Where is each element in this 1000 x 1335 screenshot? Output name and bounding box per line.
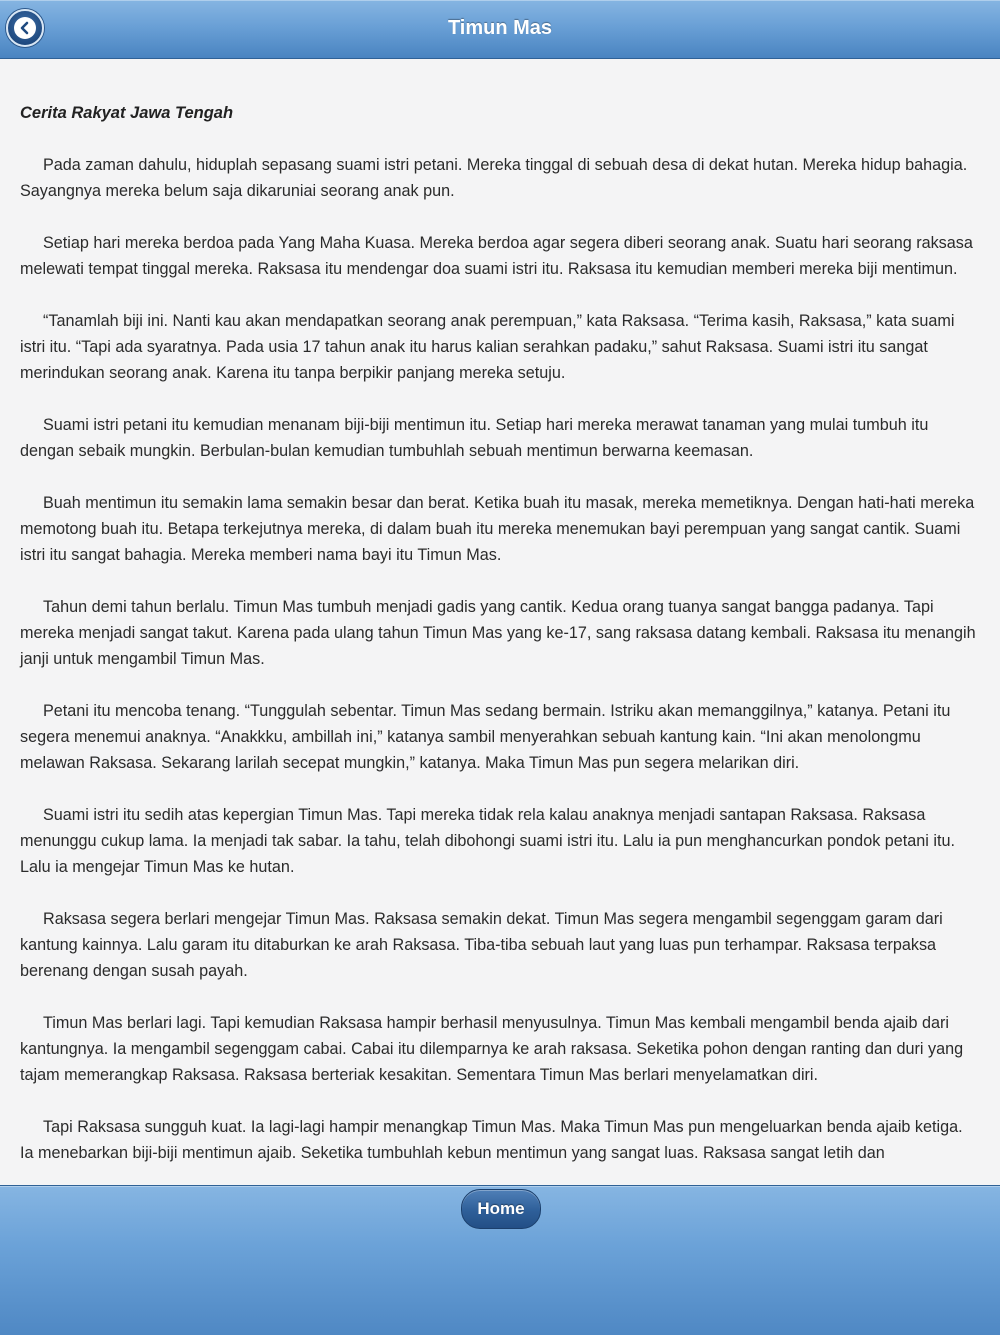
story-paragraph: Pada zaman dahulu, hiduplah sepasang suami istri petani. Mereka tinggal di sebuah desa di dekat hutan. Mereka hidup bahagia. Sayangnya mereka belum saja dikaruniai seorang anak pun. — [20, 156, 968, 200]
story-paragraph: Suami istri itu sedih atas kepergian Timun Mas. Tapi mereka tidak rela kalau anaknya menjadi santapan Raksasa. Raksasa menunggu cukup lama. Ia menjadi tak sabar. Ia tahu, telah dibohongi suami istri itu. Lalu ia pun menghancurkan pondok petani itu. Lalu ia mengejar Timun Mas ke hutan. — [20, 806, 955, 876]
story-paragraph: Petani itu mencoba tenang. “Tunggulah sebentar. Timun Mas sedang bermain. Istriku akan memanggilnya,” katanya. Petani itu segera menemui anaknya. “Anakkku, ambillah ini,” katanya sambil menyerahkan sebuah kantung kain. “Ini akan menolongmu melawan Raksasa. Sekarang larilah secepat mungkin,” katanya. Maka Timun Mas pun segera melarikan diri. — [20, 702, 951, 772]
story-paragraph: Tahun demi tahun berlalu. Timun Mas tumbuh menjadi gadis yang cantik. Kedua orang tuanya sangat bangga padanya. Tapi mereka menjadi sangat takut. Karena pada ulang tahun Timun Mas yang ke-17, sang raksasa datang kembali. Raksasa itu menangih janji untuk mengambil Timun Mas. — [20, 598, 976, 668]
header-bar — [0, 0, 1000, 59]
story-subtitle: Cerita Rakyat Jawa Tengah — [20, 104, 234, 122]
story-paragraph: Buah mentimun itu semakin lama semakin besar dan berat. Ketika buah itu masak, mereka memetiknya. Dengan hati-hati mereka memotong buah itu. Betapa terkejutnya mereka, di dalam buah itu mereka menemukan bayi perempuan yang sangat cantik. Suami istri itu sangat bahagia. Mereka memberi nama bayi itu Timun Mas. — [20, 494, 975, 564]
story-paragraph: “Tanamlah biji ini. Nanti kau akan mendapatkan seorang anak perempuan,” kata Raksasa. “Terima kasih, Raksasa,” kata suami istri itu. “Tapi ada syaratnya. Pada usia 17 tahun anak itu harus kalian serahkan padaku,” sahut Raksasa. Suami istri itu sangat merindukan seorang anak. Karena itu tanpa berpikir panjang mereka setuju. — [20, 312, 955, 382]
footer-bar — [0, 1185, 1000, 1335]
story-paragraph: Tapi Raksasa sungguh kuat. Ia lagi-lagi hampir menangkap Timun Mas. Maka Timun Mas pun mengeluarkan benda ajaib ketiga. Ia menebarkan biji-biji mentimun ajaib. Seketika tumbuhlah kebun mentimun yang sangat luas. Raksasa sangat letih dan — [20, 1118, 963, 1162]
story-paragraph: Raksasa segera berlari mengejar Timun Mas. Raksasa semakin dekat. Timun Mas segera mengambil segenggam garam dari kantung kainnya. Lalu garam itu ditaburkan ke arah Raksasa. Tiba-tiba sebuah laut yang luas pun terhampar. Raksasa terpaksa berenang dengan susah payah. — [20, 910, 943, 980]
story-paragraph: Timun Mas berlari lagi. Tapi kemudian Raksasa hampir berhasil menyusulnya. Timun Mas kembali mengambil benda ajaib dari kantungnya. Ia mengambil segenggam cabai. Cabai itu dilemparnya ke arah raksasa. Seketika pohon dengan ranting dan duri yang tajam memerangkap Raksasa. Raksasa berteriak kesakitan. Sementara Timun Mas berlari menyelamatkan diri. — [20, 1014, 964, 1084]
story-paragraph: Suami istri petani itu kemudian menanam biji-biji mentimun itu. Setiap hari mereka merawat tanaman yang mulai tumbuh itu dengan sebaik mungkin. Berbulan-bulan kemudian tumbuhlah sebuah mentimun berwarna keemasan. — [20, 416, 929, 460]
page-title: Timun Mas — [447, 17, 553, 39]
home-button[interactable]: Home — [461, 1189, 541, 1229]
story-paragraph: Setiap hari mereka berdoa pada Yang Maha Kuasa. Mereka berdoa agar segera diberi seorang anak. Suatu hari seorang raksasa melewati tempat tinggal mereka. Raksasa itu mendengar doa suami istri itu. Raksasa itu kemudian memberi mereka biji mentimun. — [20, 234, 973, 278]
story-content[interactable] — [0, 59, 1000, 1185]
